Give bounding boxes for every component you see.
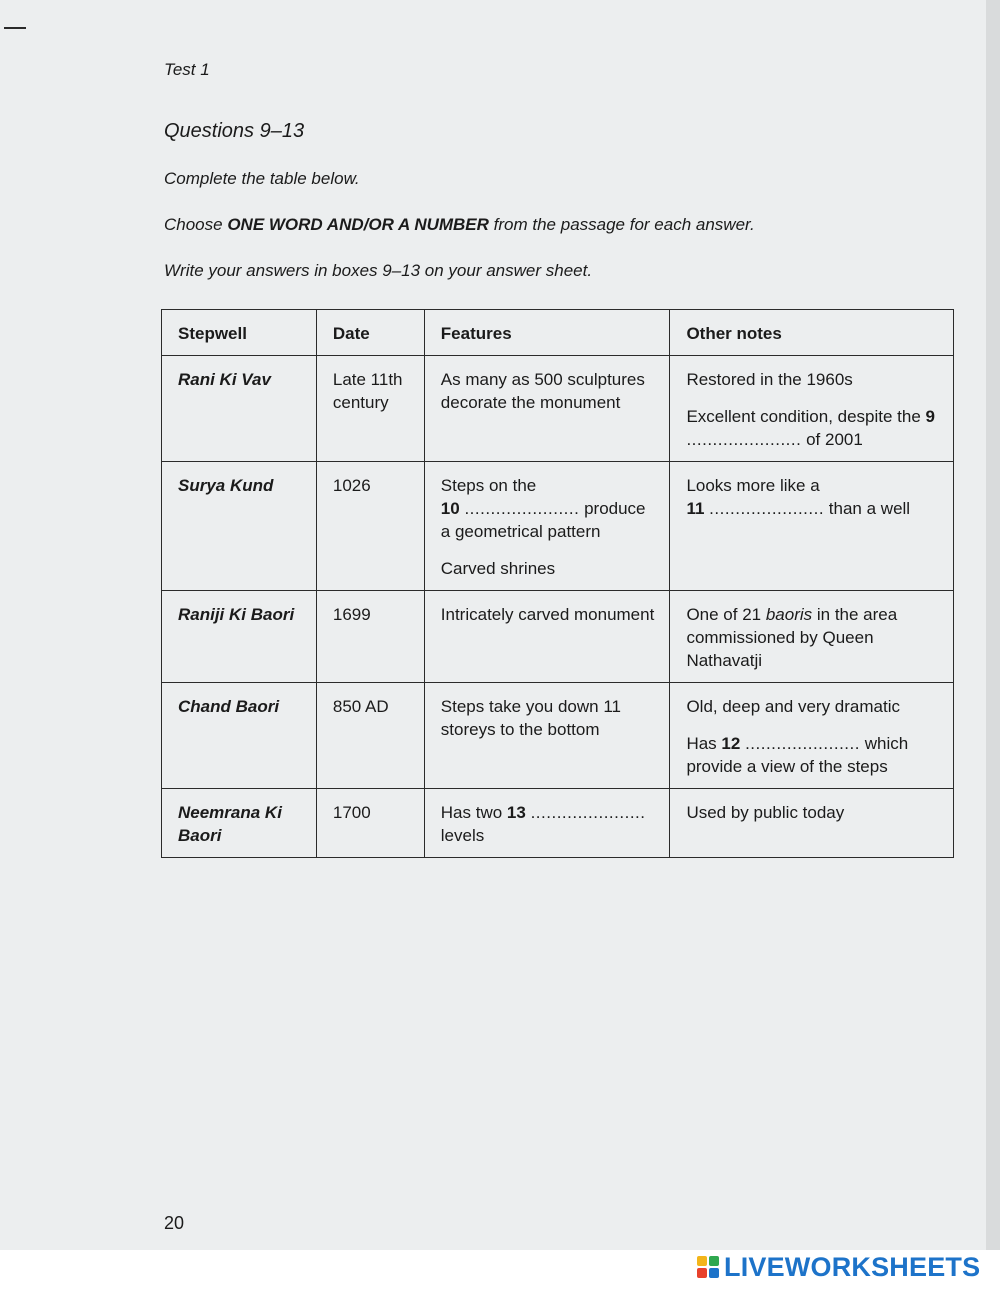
- stepwell-features: Steps take you down 11 storeys to the bottom: [424, 683, 670, 789]
- scan-edge-mark: [4, 27, 26, 29]
- stepwell-date: 850 AD: [316, 683, 424, 789]
- answer-blank-11[interactable]: ......................: [709, 499, 825, 518]
- stepwell-features: Steps on the 10 ...................... produce a geometrical pattern Carved shrines: [424, 462, 670, 591]
- stepwell-name: Raniji Ki Baori: [162, 591, 317, 683]
- header-stepwell: Stepwell: [162, 310, 317, 356]
- question-number-12: 12: [721, 734, 741, 753]
- stepwell-notes: Old, deep and very dramatic Has 12 ...................... which provide a view of the steps: [670, 683, 954, 789]
- page-number: 20: [164, 1213, 185, 1233]
- logo-square-icon: [697, 1268, 707, 1278]
- answer-blank-12[interactable]: ......................: [745, 734, 860, 753]
- stepwell-name: Rani Ki Vav: [162, 356, 317, 462]
- answer-blank-13[interactable]: ......................: [530, 803, 646, 822]
- answer-blank-10[interactable]: ......................: [464, 499, 580, 518]
- instruction-answer-sheet: Write your answers in boxes 9–13 on your answer sheet.: [164, 261, 593, 280]
- question-number-11: 11: [686, 499, 705, 518]
- logo-grid-icon: [697, 1256, 719, 1278]
- stepwell-notes: Used by public today: [670, 789, 954, 858]
- stepwell-date: 1026: [316, 462, 424, 591]
- table-row: [162, 789, 954, 858]
- table-row: [162, 591, 954, 683]
- stepwell-date: 1700: [316, 789, 424, 858]
- stepwell-name: Surya Kund: [162, 462, 317, 591]
- table-header-row: [162, 310, 954, 356]
- table-row: [162, 356, 954, 462]
- table-row: [162, 683, 954, 789]
- answer-blank-9[interactable]: ......................: [686, 430, 802, 449]
- header-other-notes: Other notes: [670, 310, 954, 356]
- stepwell-notes: Restored in the 1960s Excellent condition, despite the 9 ...................... of 2001: [670, 356, 954, 462]
- stepwell-notes: One of 21 baoris in the area commissioned by Queen Nathavatji: [670, 591, 954, 683]
- stepwell-features: Has two 13 ...................... levels: [424, 789, 670, 858]
- table-row: [162, 462, 954, 591]
- question-number-9: 9: [925, 407, 936, 426]
- stepwell-name: Chand Baori: [162, 683, 317, 789]
- liveworksheets-logo[interactable]: [697, 1252, 980, 1282]
- logo-square-icon: [697, 1256, 707, 1266]
- stepwell-features: As many as 500 sculptures decorate the monument: [424, 356, 670, 462]
- stepwell-table: [161, 309, 954, 858]
- stepwell-notes: Looks more like a 11 ...................... than a well: [670, 462, 954, 591]
- stepwell-date: Late 11th century: [316, 356, 424, 462]
- question-number-13: 13: [506, 803, 526, 822]
- questions-heading: Questions 9–13: [164, 120, 305, 142]
- logo-square-icon: [709, 1268, 719, 1278]
- logo-square-icon: [709, 1256, 719, 1266]
- stepwell-features: Intricately carved monument: [424, 591, 670, 683]
- header-date: Date: [316, 310, 424, 356]
- question-number-10: 10: [440, 499, 460, 518]
- instruction-complete-table: Complete the table below.: [164, 169, 360, 188]
- instruction-choose: Choose ONE WORD AND/OR A NUMBER from the passage for each answer.: [164, 215, 755, 234]
- running-head: Test 1: [164, 60, 210, 79]
- logo-text: LIVEWORKSHEETS: [724, 1251, 981, 1282]
- stepwell-date: 1699: [316, 591, 424, 683]
- stepwell-name: Neemrana Ki Baori: [162, 789, 317, 858]
- instruction-emphasis: ONE WORD AND/OR A NUMBER: [227, 215, 489, 234]
- header-features: Features: [424, 310, 670, 356]
- scan-right-edge: [986, 0, 1000, 1250]
